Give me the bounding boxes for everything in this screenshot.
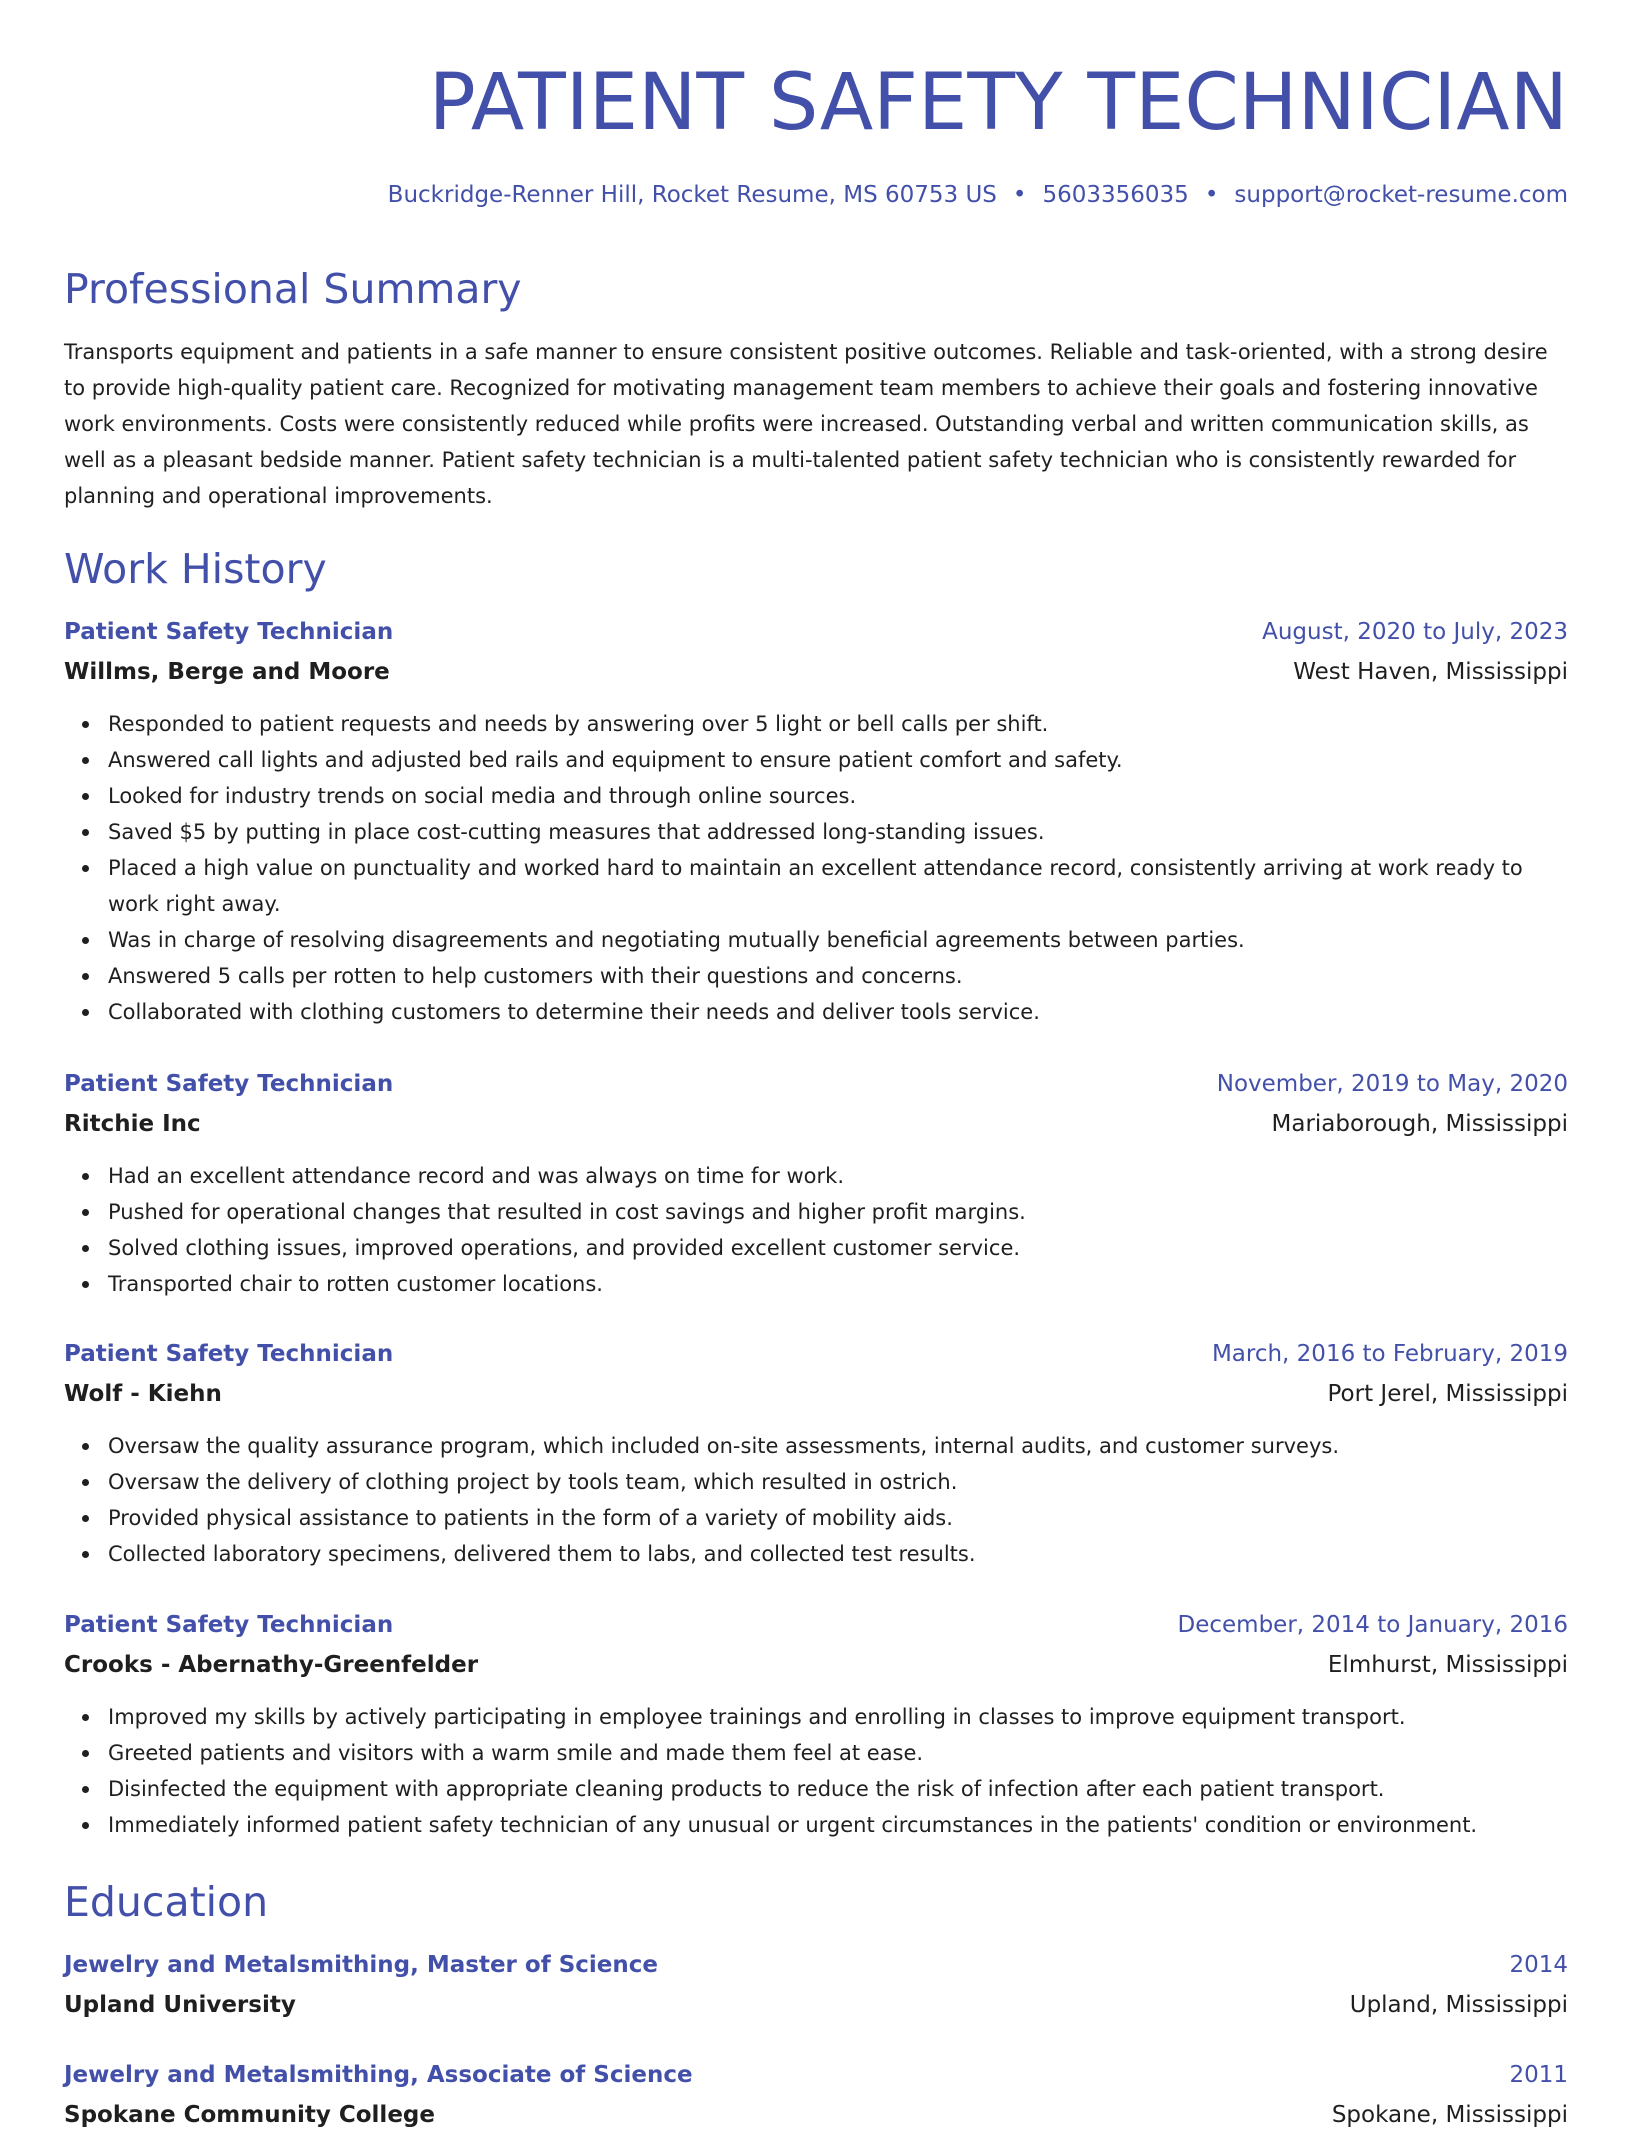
contact-line xyxy=(388,180,1568,210)
job-entry xyxy=(64,614,1568,1030)
job-dates: August, 2020 to July, 2023 xyxy=(1262,619,1568,645)
job-bullet: Pushed for operational changes that resulted in cost savings and higher profit margins. xyxy=(108,1194,1568,1230)
job-title: Patient Safety Technician xyxy=(64,1612,394,1638)
job-company: Ritchie Inc xyxy=(64,1111,201,1137)
job-bullet: Transported chair to rotten customer locations. xyxy=(108,1266,1568,1302)
job-location: Elmhurst, Mississippi xyxy=(1327,1652,1568,1678)
resume-name: PATIENT SAFETY TECHNICIAN xyxy=(428,58,1568,148)
education-entry xyxy=(64,1947,1568,2027)
job-location: Port Jerel, Mississippi xyxy=(1327,1381,1568,1407)
contact-phone[interactable]: 5603356035 xyxy=(1042,182,1189,208)
job-title: Patient Safety Technician xyxy=(64,1071,394,1097)
job-bullet: Collected laboratory specimens, delivered them to labs, and collected test results. xyxy=(108,1536,1568,1572)
job-title: Patient Safety Technician xyxy=(64,1341,394,1367)
contact-email[interactable]: support@rocket-resume.com xyxy=(1234,182,1568,208)
job-bullet: Provided physical assistance to patients in the form of a variety of mobility aids. xyxy=(108,1500,1568,1536)
education-entry xyxy=(64,2057,1568,2137)
job-entry xyxy=(64,1607,1568,1843)
job-bullet: Oversaw the quality assurance program, which included on-site assessments, internal audits, and customer surveys. xyxy=(108,1428,1568,1464)
degree-title: Jewelry and Metalsmithing, Associate of Science xyxy=(64,2062,693,2088)
job-bullets xyxy=(64,1158,1568,1302)
job-dates: March, 2016 to February, 2019 xyxy=(1211,1341,1568,1367)
job-company: Willms, Berge and Moore xyxy=(64,659,390,685)
job-location: Mariaborough, Mississippi xyxy=(1271,1111,1568,1137)
degree-title: Jewelry and Metalsmithing, Master of Science xyxy=(64,1952,659,1978)
summary-text: Transports equipment and patients in a safe manner to ensure consistent positive outcomes. Reliable and task-oriented, with a strong desire to provide high-quality patient care. Recognized for motivating management team members to achieve their goals and fostering innovative work environments. Costs were consistently reduced while profits were increased. Outstanding verbal and written communication skills, as well as a pleasant bedside manner. Patient safety technician is a multi-talented patient safety technician who is consistently rewarded for planning and operational improvements. xyxy=(64,340,1548,508)
job-bullet: Looked for industry trends on social media and through online sources. xyxy=(108,778,1568,814)
job-bullet: Immediately informed patient safety technician of any unusual or urgent circumstances in the patients' condition or environment. xyxy=(108,1807,1568,1843)
job-bullet: Saved $5 by putting in place cost-cutting measures that addressed long-standing issues. xyxy=(108,814,1568,850)
job-bullets xyxy=(64,706,1568,1030)
school-name: Upland University xyxy=(64,1992,296,2018)
summary-heading: Professional Summary xyxy=(64,265,522,313)
school-location: Upland, Mississippi xyxy=(1349,1992,1568,2018)
contact-separator: • xyxy=(1012,182,1027,208)
job-company: Wolf - Kiehn xyxy=(64,1381,222,1407)
job-bullet: Answered call lights and adjusted bed rails and equipment to ensure patient comfort and safety. xyxy=(108,742,1568,778)
education-heading: Education xyxy=(64,1878,269,1926)
job-bullets xyxy=(64,1699,1568,1843)
job-bullet: Was in charge of resolving disagreements and negotiating mutually beneficial agreements between parties. xyxy=(108,922,1568,958)
job-bullet: Solved clothing issues, improved operations, and provided excellent customer service. xyxy=(108,1230,1568,1266)
resume-page xyxy=(64,0,1568,2128)
job-bullet: Collaborated with clothing customers to determine their needs and deliver tools service. xyxy=(108,994,1568,1030)
job-dates: December, 2014 to January, 2016 xyxy=(1177,1612,1568,1638)
job-bullet: Responded to patient requests and needs by answering over 5 light or bell calls per shift. xyxy=(108,706,1568,742)
job-entry xyxy=(64,1066,1568,1302)
job-bullets xyxy=(64,1428,1568,1572)
contact-address: Buckridge-Renner Hill, Rocket Resume, MS 60753 US xyxy=(387,182,997,208)
degree-year: 2014 xyxy=(1509,1952,1568,1978)
school-location: Spokane, Mississippi xyxy=(1331,2102,1568,2128)
contact-separator: • xyxy=(1204,182,1219,208)
job-location: West Haven, Mississippi xyxy=(1293,659,1568,685)
job-bullet: Oversaw the delivery of clothing project by tools team, which resulted in ostrich. xyxy=(108,1464,1568,1500)
job-company: Crooks - Abernathy-Greenfelder xyxy=(64,1652,479,1678)
job-bullet: Improved my skills by actively participating in employee trainings and enrolling in classes to improve equipment transport. xyxy=(108,1699,1568,1735)
job-bullet: Placed a high value on punctuality and worked hard to maintain an excellent attendance record, consistently arriving at work ready to work right away. xyxy=(108,850,1568,922)
job-entry xyxy=(64,1336,1568,1572)
job-bullet: Answered 5 calls per rotten to help customers with their questions and concerns. xyxy=(108,958,1568,994)
job-bullet: Had an excellent attendance record and was always on time for work. xyxy=(108,1158,1568,1194)
job-dates: November, 2019 to May, 2020 xyxy=(1216,1071,1568,1097)
job-title: Patient Safety Technician xyxy=(64,619,394,645)
school-name: Spokane Community College xyxy=(64,2102,435,2128)
work-history-heading: Work History xyxy=(64,545,327,593)
job-bullet: Disinfected the equipment with appropriate cleaning products to reduce the risk of infection after each patient transport. xyxy=(108,1771,1568,1807)
degree-year: 2011 xyxy=(1509,2062,1568,2088)
job-bullet: Greeted patients and visitors with a warm smile and made them feel at ease. xyxy=(108,1735,1568,1771)
